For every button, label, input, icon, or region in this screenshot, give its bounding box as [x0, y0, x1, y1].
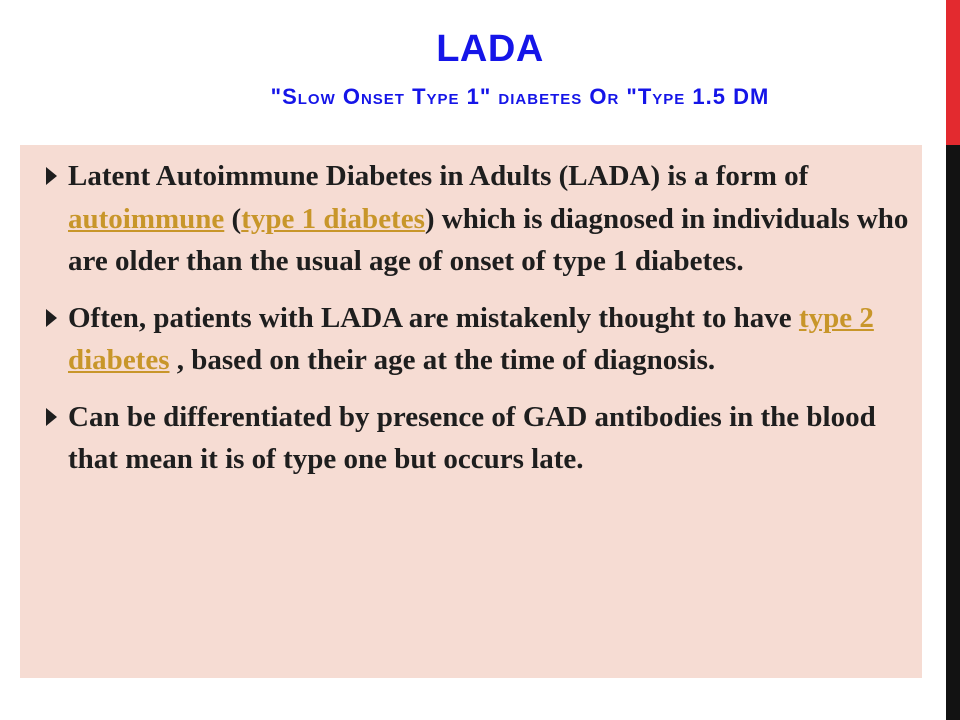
- autoimmune-link[interactable]: autoimmune: [68, 202, 225, 235]
- content-box: [20, 145, 922, 678]
- bullet-text: Can be differentiated by presence of GAD antibodies in the blood that mean it is of type one but occurs late.: [68, 400, 876, 475]
- bullet-text: , based on their age at the time of diagnosis.: [169, 344, 716, 376]
- accent-bar-red: [946, 0, 960, 145]
- bullet-text: Often, patients with LADA are mistakenly thought to have: [68, 301, 799, 334]
- bullet-item-misdiagnosis: [46, 297, 916, 382]
- bullet-list: [46, 155, 916, 495]
- type-1-diabetes-link[interactable]: type 1 diabetes: [241, 202, 425, 235]
- bullet-text: ) which is diagnosed in individuals who are older than the usual age of onset of type 1 diabetes.: [68, 202, 909, 277]
- bullet-text: (: [224, 202, 242, 235]
- bullet-item-lada-definition: [46, 155, 916, 283]
- type-2-diabetes-link[interactable]: type 2 diabetes: [68, 301, 874, 376]
- bullet-arrow-icon: [46, 167, 57, 185]
- bullet-text: Latent Autoimmune Diabetes in Adults (LADA) is a form of: [68, 160, 809, 192]
- accent-bar-black: [946, 145, 960, 720]
- bullet-arrow-icon: [46, 408, 57, 426]
- title-area: [60, 26, 920, 112]
- bullet-item-gad-antibodies: [46, 396, 916, 481]
- bullet-arrow-icon: [46, 309, 57, 327]
- slide-subtitle: "Slow Onset Type 1" diabetes Or "Type 1.5 DM: [270, 84, 770, 109]
- slide-title: LADA: [436, 28, 544, 70]
